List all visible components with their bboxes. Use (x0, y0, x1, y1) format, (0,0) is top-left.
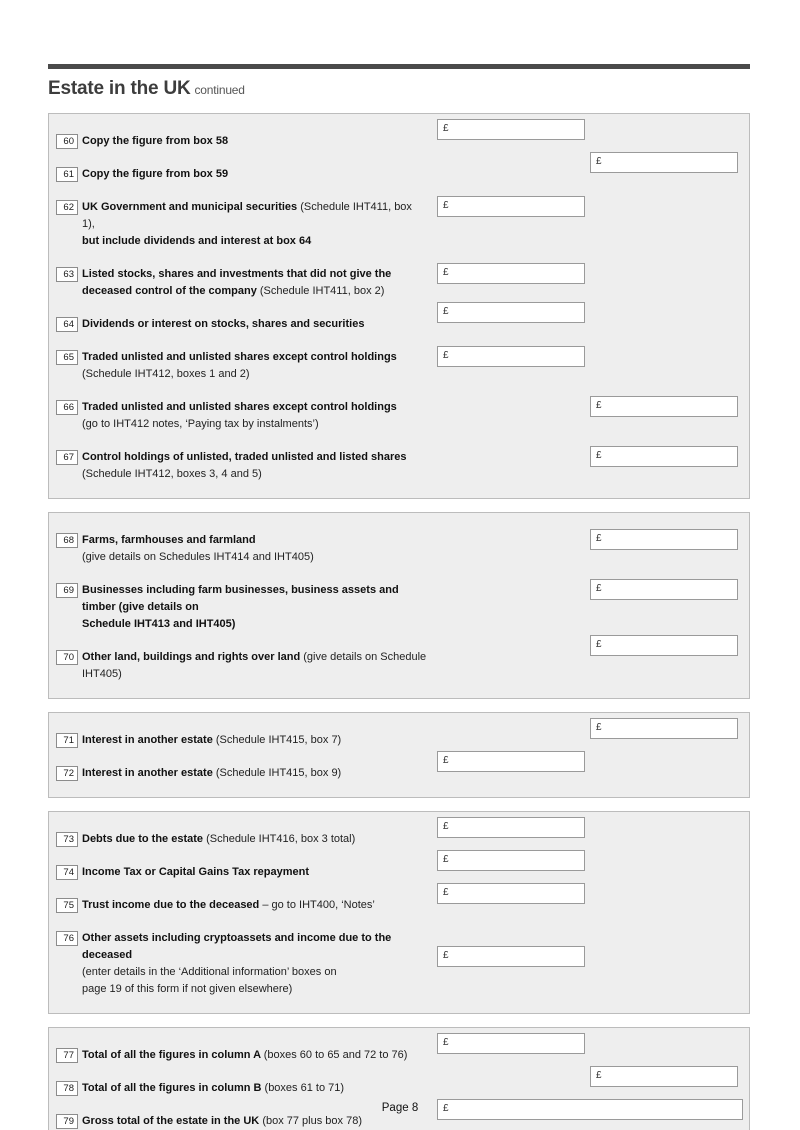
form-row-78 (56, 1070, 743, 1097)
form-row-75 (56, 887, 743, 914)
form-section-1 (48, 113, 750, 499)
label-line (82, 349, 427, 366)
amount-input-71[interactable] (590, 718, 738, 739)
box-number-69: 69 (56, 583, 78, 598)
field-slot-62 (437, 199, 590, 217)
form-row-62 (56, 199, 743, 250)
pound-symbol: £ (443, 755, 449, 766)
row-label-73 (82, 831, 437, 848)
label-segment: Copy the figure from box 58 (82, 135, 229, 147)
box-number-79: 79 (56, 1114, 78, 1129)
top-rule (48, 64, 750, 69)
label-segment: Listed stocks, shares and investments that did not give the (82, 268, 392, 280)
label-segment: Traded unlisted and unlisted shares except control holdings (82, 351, 397, 363)
label-line (82, 233, 427, 250)
label-line (82, 1047, 427, 1064)
row-label-70 (82, 649, 437, 683)
pound-symbol: £ (443, 267, 449, 278)
amount-input-77[interactable] (437, 1033, 585, 1054)
label-line (82, 416, 427, 433)
box-number-61: 61 (56, 167, 78, 182)
label-line (82, 1080, 427, 1097)
row-label-75 (82, 897, 437, 914)
field-slot-70 (590, 639, 743, 656)
box-number-70: 70 (56, 650, 78, 665)
field-slot-64 (437, 306, 590, 323)
label-line (82, 1113, 427, 1130)
label-line (82, 366, 427, 383)
label-line (82, 732, 427, 749)
box-number-77: 77 (56, 1048, 78, 1063)
row-label-71 (82, 732, 437, 749)
pound-symbol: £ (596, 156, 602, 167)
box-number-73: 73 (56, 832, 78, 847)
amount-input-72[interactable] (437, 751, 585, 772)
form-section-3 (48, 712, 750, 798)
row-label-62 (82, 199, 437, 250)
box-number-78: 78 (56, 1081, 78, 1096)
label-segment: Total of all the figures in column A (82, 1049, 264, 1061)
form-row-65 (56, 349, 743, 383)
pound-symbol: £ (596, 450, 602, 461)
pound-symbol: £ (443, 123, 449, 134)
form-row-68 (56, 532, 743, 566)
pound-symbol: £ (443, 1103, 449, 1114)
form-row-77 (56, 1037, 743, 1064)
pound-symbol: £ (596, 639, 602, 650)
label-segment: Income Tax or Capital Gains Tax repayment (82, 866, 309, 878)
box-number-75: 75 (56, 898, 78, 913)
field-slot-68 (590, 532, 743, 550)
label-segment: Interest in another estate (82, 734, 216, 746)
label-line (82, 582, 427, 616)
field-slot-71 (590, 722, 743, 739)
label-segment: Traded unlisted and unlisted shares except control holdings (82, 401, 397, 413)
form-row-74 (56, 854, 743, 881)
amount-input-75[interactable] (437, 883, 585, 904)
label-segment: (boxes 61 to 71) (264, 1082, 345, 1094)
form-section-4 (48, 811, 750, 1014)
pound-symbol: £ (443, 1037, 449, 1048)
amount-input-76[interactable] (437, 946, 585, 967)
field-slot-67 (590, 449, 743, 467)
label-line (82, 399, 427, 416)
form-row-66 (56, 399, 743, 433)
label-line (82, 897, 427, 914)
label-segment: but include dividends and interest at box 64 (82, 235, 312, 247)
label-line (82, 964, 427, 981)
box-number-60: 60 (56, 134, 78, 149)
form-section-2 (48, 512, 750, 699)
row-label-60 (82, 133, 437, 150)
pound-symbol: £ (443, 854, 449, 865)
box-number-62: 62 (56, 200, 78, 215)
page-title: Estate in the UK (48, 78, 191, 99)
label-segment: UK Government and municipal securities (82, 201, 301, 213)
amount-input-70[interactable] (590, 635, 738, 656)
page-footer (0, 1102, 800, 1114)
amount-input-67[interactable] (590, 446, 738, 467)
label-segment: Farms, farmhouses and farmland (82, 534, 256, 546)
row-label-66 (82, 399, 437, 433)
form-section-5 (48, 1027, 750, 1130)
box-number-64: 64 (56, 317, 78, 332)
form-row-63 (56, 266, 743, 300)
row-label-68 (82, 532, 437, 566)
row-label-67 (82, 449, 437, 483)
label-line (82, 449, 427, 466)
page-heading (48, 78, 750, 100)
label-segment: Businesses including farm businesses, business assets and timber (give details on (82, 584, 399, 613)
page-number: Page 8 (381, 1102, 419, 1114)
amount-input-61[interactable] (590, 152, 738, 173)
label-line (82, 133, 427, 150)
form-row-76 (56, 930, 743, 998)
box-number-65: 65 (56, 350, 78, 365)
label-line (82, 831, 427, 848)
label-line (82, 864, 427, 881)
box-number-71: 71 (56, 733, 78, 748)
field-slot-61 (590, 156, 743, 173)
row-label-77 (82, 1047, 437, 1064)
field-slot-76 (437, 930, 590, 967)
field-slot-65 (437, 349, 590, 367)
box-number-76: 76 (56, 931, 78, 946)
pound-symbol: £ (443, 200, 449, 211)
row-label-69 (82, 582, 437, 633)
label-line (82, 549, 427, 566)
label-segment: Interest in another estate (82, 767, 216, 779)
label-line (82, 466, 427, 483)
label-segment: (Schedule IHT412, boxes 3, 4 and 5) (82, 468, 262, 480)
label-segment: Dividends or interest on stocks, shares and securities (82, 318, 365, 330)
label-line (82, 166, 427, 183)
box-number-66: 66 (56, 400, 78, 415)
pound-symbol: £ (443, 950, 449, 961)
box-number-72: 72 (56, 766, 78, 781)
label-line (82, 649, 427, 683)
form-row-70 (56, 639, 743, 683)
label-segment: Schedule IHT413 and IHT405) (82, 618, 236, 630)
amount-input-62[interactable] (437, 196, 585, 217)
label-line (82, 930, 427, 964)
label-segment: (give details on Schedule IHT405) (82, 651, 427, 680)
pound-symbol: £ (596, 583, 602, 594)
field-slot-75 (437, 887, 590, 904)
label-segment: Control holdings of unlisted, traded unlisted and listed shares (82, 451, 407, 463)
form-sections (48, 113, 750, 1130)
box-number-67: 67 (56, 450, 78, 465)
amount-input-63[interactable] (437, 263, 585, 284)
row-label-65 (82, 349, 437, 383)
page-title-suffix: continued (194, 83, 245, 97)
label-segment: Other land, buildings and rights over land (82, 651, 304, 663)
pound-symbol: £ (596, 400, 602, 411)
label-segment: (give details on Schedules IHT414 and IHT405) (82, 551, 314, 563)
row-label-79 (82, 1113, 437, 1130)
label-line (82, 981, 427, 998)
row-label-64 (82, 316, 437, 333)
form-row-72 (56, 755, 743, 782)
pound-symbol: £ (596, 1070, 602, 1081)
field-slot-60 (437, 123, 590, 140)
field-slot-73 (437, 821, 590, 838)
amount-input-66[interactable] (590, 396, 738, 417)
label-segment: Total of all the figures in column B (82, 1082, 265, 1094)
form-row-71 (56, 722, 743, 749)
form-content (48, 64, 750, 1130)
amount-input-64[interactable] (437, 302, 585, 323)
label-line (82, 616, 427, 633)
label-line (82, 765, 427, 782)
label-segment: (enter details in the ‘Additional information’ boxes on (82, 966, 337, 978)
field-slot-79 (437, 1103, 743, 1120)
form-row-64 (56, 306, 743, 333)
label-segment: Other assets including cryptoassets and income due to the deceased (82, 932, 392, 961)
label-segment: (Schedule IHT411, box 1), (82, 201, 412, 230)
pound-symbol: £ (443, 350, 449, 361)
row-label-78 (82, 1080, 437, 1097)
label-segment: (Schedule IHT412, boxes 1 and 2) (82, 368, 250, 380)
pound-symbol: £ (596, 533, 602, 544)
row-label-72 (82, 765, 437, 782)
label-segment: (box 77 plus box 78) (262, 1115, 362, 1127)
row-label-74 (82, 864, 437, 881)
field-slot-72 (437, 755, 590, 772)
label-segment: page 19 of this form if not given elsewhere) (82, 983, 293, 995)
amount-input-69[interactable] (590, 579, 738, 600)
form-row-60 (56, 123, 743, 150)
row-label-76 (82, 930, 437, 998)
box-number-63: 63 (56, 267, 78, 282)
label-segment: (go to IHT412 notes, ‘Paying tax by instalments’) (82, 418, 319, 430)
field-slot-77 (437, 1037, 590, 1054)
field-slot-69 (590, 582, 743, 600)
field-slot-66 (590, 399, 743, 417)
amount-input-78[interactable] (590, 1066, 738, 1087)
form-row-69 (56, 582, 743, 633)
form-row-67 (56, 449, 743, 483)
box-number-74: 74 (56, 865, 78, 880)
pound-symbol: £ (443, 887, 449, 898)
field-slot-74 (437, 854, 590, 871)
label-line (82, 532, 427, 549)
pound-symbol: £ (443, 306, 449, 317)
label-line (82, 316, 427, 333)
pound-symbol: £ (443, 821, 449, 832)
row-label-63 (82, 266, 437, 300)
pound-symbol: £ (596, 722, 602, 733)
amount-input-65[interactable] (437, 346, 585, 367)
label-line (82, 266, 427, 283)
label-segment: Trust income due to the deceased (82, 899, 260, 911)
label-segment: – go to IHT400, ‘Notes’ (259, 899, 375, 911)
field-slot-63 (437, 266, 590, 284)
row-label-61 (82, 166, 437, 183)
label-line (82, 283, 427, 300)
amount-input-68[interactable] (590, 529, 738, 550)
label-segment: deceased control of the company (82, 285, 260, 297)
label-segment: Copy the figure from box 59 (82, 168, 229, 180)
label-segment: (Schedule IHT415, box 7) (215, 734, 342, 746)
label-segment: (boxes 60 to 65 and 72 to 76) (263, 1049, 408, 1061)
label-segment: (Schedule IHT415, box 9) (215, 767, 342, 779)
box-number-68: 68 (56, 533, 78, 548)
amount-input-60[interactable] (437, 119, 585, 140)
label-segment: (Schedule IHT416, box 3 total) (206, 833, 356, 845)
label-line (82, 199, 427, 233)
label-segment: Debts due to the estate (82, 833, 207, 845)
form-row-73 (56, 821, 743, 848)
label-segment: Gross total of the estate in the UK (82, 1115, 263, 1127)
amount-input-74[interactable] (437, 850, 585, 871)
amount-input-73[interactable] (437, 817, 585, 838)
field-slot-78 (590, 1070, 743, 1087)
form-row-61 (56, 156, 743, 183)
label-segment: (Schedule IHT411, box 2) (259, 285, 385, 297)
